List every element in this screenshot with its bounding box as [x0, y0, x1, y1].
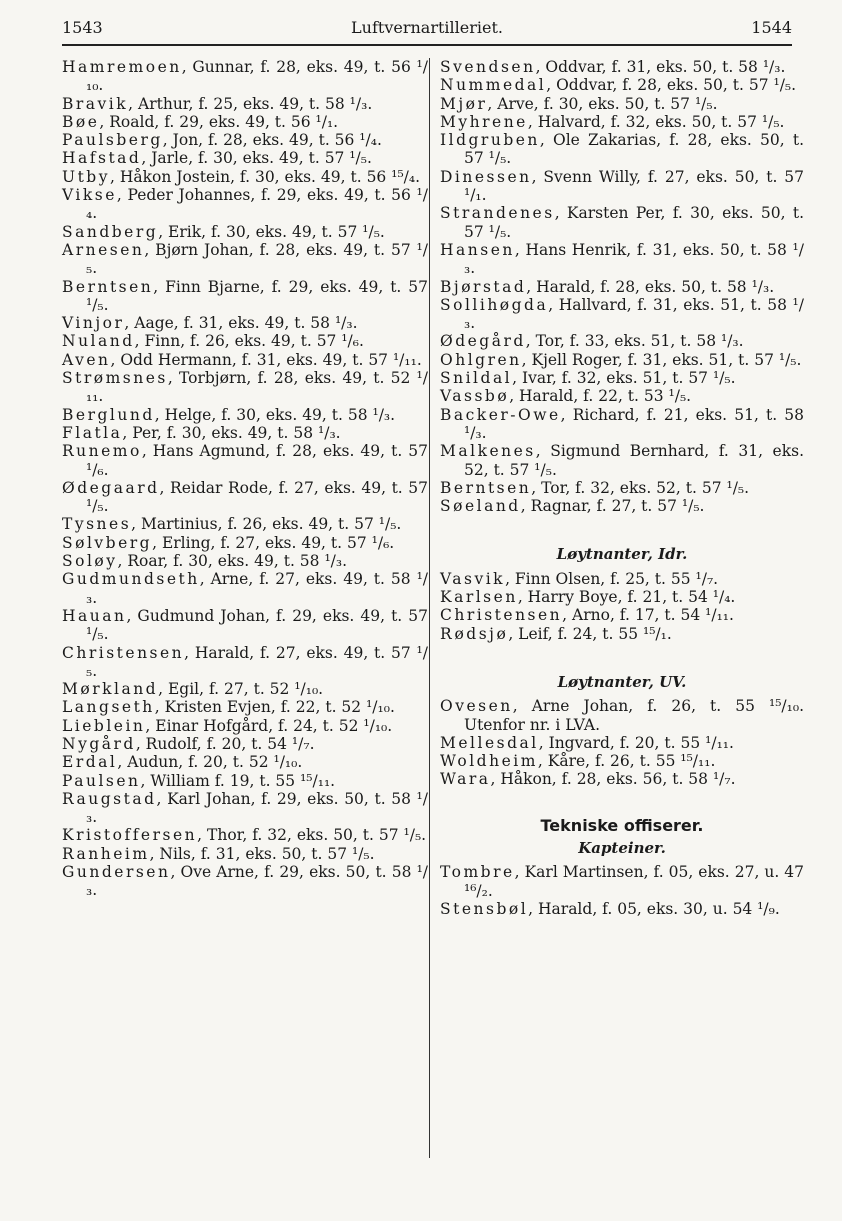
roster-entry — [440, 606, 804, 624]
entry-details: , Harald, f. 05, eks. 30, u. 54 ¹/₉. — [528, 899, 780, 918]
entry-surname: Stensbøl — [440, 899, 529, 918]
roster-entry — [62, 241, 428, 278]
entry-surname: Bjørstad — [440, 277, 527, 296]
roster-entry — [440, 625, 804, 643]
entry-surname: Raugstad — [62, 789, 157, 808]
entry-surname: Malkenes — [440, 442, 536, 461]
entry-surname: Ildgruben — [440, 131, 540, 150]
section-heading-idr: Løytnanter, Idr. — [556, 545, 688, 564]
roster-entry — [62, 863, 428, 900]
roster-entry — [62, 332, 428, 350]
roster-entry — [440, 58, 804, 76]
entry-details: , Einar Hofgård, f. 24, t. 52 ¹/₁₀. — [145, 716, 393, 735]
entry-surname: Søeland — [440, 497, 521, 516]
roster-entry — [62, 644, 428, 681]
roster-entry — [62, 95, 428, 113]
roster-entry — [440, 332, 804, 350]
entry-details: , Halvard, f. 32, eks. 50, t. 57 ¹/₅. — [527, 112, 785, 131]
roster-entry — [440, 479, 804, 497]
entry-details: , Aage, f. 31, eks. 49, t. 58 ¹/₃. — [124, 314, 358, 333]
entry-surname: Vinjor — [62, 314, 125, 333]
entry-surname: Wara — [440, 770, 491, 789]
roster-entry — [440, 442, 804, 479]
entry-surname: Arnesen — [62, 240, 145, 259]
roster-entry — [62, 131, 428, 149]
entry-surname: Paulsen — [62, 771, 141, 790]
roster-entry — [62, 479, 428, 516]
entry-surname: Paulsberg — [62, 131, 163, 150]
entry-details: , Leif, f. 24, t. 55 ¹⁵/₁. — [508, 624, 672, 643]
column-divider — [429, 58, 430, 1158]
entry-details: , Håkon, f. 28, eks. 56, t. 58 ¹/₇. — [490, 770, 736, 789]
entry-surname: Berntsen — [62, 277, 154, 296]
entry-surname: Nummedal — [440, 76, 547, 95]
entry-surname: Woldheim — [440, 752, 538, 771]
entry-surname: Myhrene — [440, 112, 528, 131]
entry-details: , Arne Johan, f. 26, t. 55 ¹⁵/₁₀. Utenfor nr. i LVA. — [464, 697, 804, 734]
roster-entry — [440, 113, 804, 131]
entry-details: , Erik, f. 30, eks. 49, t. 57 ¹/₅. — [158, 222, 385, 241]
roster-entry — [440, 131, 804, 168]
roster-entry — [62, 314, 428, 332]
entry-details: , Arve, f. 30, eks. 50, t. 57 ¹/₅. — [487, 94, 718, 113]
roster-entry — [62, 772, 428, 790]
page-header — [62, 18, 792, 44]
roster-entry — [440, 406, 804, 443]
entry-details: , Ivar, f. 32, eks. 51, t. 57 ¹/₅. — [512, 369, 736, 388]
entry-details: , Nils, f. 31, eks. 50, t. 57 ¹/₅. — [149, 844, 375, 863]
roster-entry — [62, 406, 428, 424]
entry-details: , Torbjørn, f. 28, eks. 49, t. 52 ¹/₁₁. — [86, 369, 428, 406]
running-title: Luftvernartilleriet. — [351, 18, 503, 37]
entry-surname: Ohlgren — [440, 350, 522, 369]
roster-entry — [62, 552, 428, 570]
roster-entry — [62, 58, 428, 95]
roster-entry — [440, 734, 804, 752]
entry-surname: Berntsen — [440, 478, 532, 497]
entry-surname: Utby — [62, 167, 110, 186]
entry-details: , Martinius, f. 26, eks. 49, t. 57 ¹/₅. — [131, 515, 402, 534]
roster-entry — [62, 186, 428, 223]
entry-details: , Sigmund Bernhard, f. 31, eks. 52, t. 57 ¹/₅. — [464, 442, 804, 479]
entry-surname: Backer-Owe — [440, 405, 561, 424]
page-number-left: 1543 — [62, 18, 103, 37]
entry-details: , Finn, f. 26, eks. 49, t. 57 ¹/₆. — [134, 332, 364, 351]
entry-details: , Tor, f. 33, eks. 51, t. 58 ¹/₃. — [525, 332, 744, 351]
entry-surname: Christensen — [62, 643, 185, 662]
entry-details: , Roald, f. 29, eks. 49, t. 56 ¹/₁. — [99, 112, 339, 131]
header-rule — [62, 44, 792, 46]
roster-entry — [62, 424, 428, 442]
entry-surname: Sandberg — [62, 222, 159, 241]
entry-surname: Rødsjø — [440, 624, 509, 643]
entry-details: , Reidar Rode, f. 27, eks. 49, t. 57 ¹/₅. — [86, 478, 428, 516]
entry-surname: Berglund — [62, 405, 155, 424]
entry-surname: Vassbø — [440, 387, 510, 406]
roster-entry — [440, 752, 804, 770]
entry-details: , Ingvard, f. 20, t. 55 ¹/₁₁. — [538, 733, 734, 752]
roster-entry — [62, 753, 428, 771]
roster-entry — [440, 900, 804, 918]
entry-details: , Karl Johan, f. 29, eks. 50, t. 58 ¹/₃. — [86, 789, 428, 827]
entry-surname: Christensen — [440, 606, 563, 625]
entry-details: , Harry Boye, f. 21, t. 54 ¹/₄. — [517, 588, 736, 607]
entry-surname: Ødegård — [440, 332, 526, 351]
entry-details: , Karsten Per, f. 30, eks. 50, t. 57 ¹/₅. — [464, 204, 804, 241]
entry-surname: Tysnes — [62, 515, 132, 534]
entry-surname: Hafstad — [62, 149, 142, 168]
entry-details: , Hans Henrik, f. 31, eks. 50, t. 58 ¹/₃. — [464, 240, 804, 278]
roster-entry — [440, 278, 804, 296]
entry-details: , Rudolf, f. 20, t. 54 ¹/₇. — [135, 734, 315, 753]
entry-surname: Mørkland — [62, 680, 159, 699]
section-heading-tekniske: Tekniske offiserer. — [540, 815, 704, 835]
roster-entry — [62, 149, 428, 167]
roster-entry — [62, 570, 428, 607]
entry-surname: Aven — [62, 350, 111, 369]
section-idr-entries — [440, 570, 804, 643]
roster-entry — [440, 770, 804, 788]
entry-details: , Jon, f. 28, eks. 49, t. 56 ¹/₄. — [162, 131, 382, 150]
entry-surname: Gudmundseth — [62, 570, 200, 589]
roster-entry — [62, 113, 428, 131]
entry-surname: Hansen — [440, 240, 515, 259]
entry-details: , Per, f. 30, eks. 49, t. 58 ¹/₃. — [122, 423, 341, 442]
entry-details: , Roar, f. 30, eks. 49, t. 58 ¹/₃. — [117, 552, 348, 571]
roster-entry — [62, 534, 428, 552]
entry-surname: Nuland — [62, 332, 135, 351]
roster-entry — [62, 442, 428, 479]
entry-surname: Strømsnes — [62, 369, 168, 388]
roster-entry — [62, 607, 428, 644]
roster-entry — [440, 588, 804, 606]
entry-surname: Mjør — [440, 94, 488, 113]
entry-details: , Bjørn Johan, f. 28, eks. 49, t. 57 ¹/₅. — [86, 240, 428, 278]
entry-surname: Svendsen — [440, 58, 536, 76]
entry-details: , Richard, f. 21, eks. 51, t. 58 ¹/₃. — [464, 405, 804, 442]
section-tek-entries — [440, 863, 804, 918]
subheading-kapteiner: Kapteiner. — [578, 838, 666, 857]
entry-surname: Nygård — [62, 734, 136, 753]
entry-surname: Soløy — [62, 552, 118, 571]
roster-entry — [440, 168, 804, 205]
entry-details: , Gunnar, f. 28, eks. 49, t. 56 ¹/₁₀. — [86, 58, 428, 95]
entry-surname: Ovesen — [440, 697, 513, 716]
entry-details: , Thor, f. 32, eks. 50, t. 57 ¹/₅. — [197, 826, 427, 845]
entry-details: , Erling, f. 27, eks. 49, t. 57 ¹/₆. — [152, 533, 395, 552]
entry-details: , Arne, f. 27, eks. 49, t. 58 ¹/₃. — [86, 570, 428, 607]
entry-details: , Gudmund Johan, f. 29, eks. 49, t. 57 ¹/₅. — [86, 606, 428, 644]
entry-details: , Oddvar, f. 31, eks. 50, t. 58 ¹/₃. — [535, 58, 786, 76]
roster-entry — [62, 680, 428, 698]
roster-entry — [440, 241, 804, 278]
entry-surname: Ødegaard — [62, 478, 160, 497]
entry-details: , Peder Johannes, f. 29, eks. 49, t. 56 ¹/₄. — [86, 186, 428, 223]
entry-surname: Erdal — [62, 753, 118, 772]
roster-entry — [62, 515, 428, 533]
roster-entry — [62, 826, 428, 844]
roster-entry — [62, 223, 428, 241]
entry-details: , Kristen Evjen, f. 22, t. 52 ¹/₁₀. — [154, 698, 395, 717]
entry-surname: Gundersen — [62, 863, 171, 882]
entry-surname: Snildal — [440, 369, 513, 388]
entry-surname: Flatla — [62, 423, 123, 442]
entry-details: , Finn Olsen, f. 25, t. 55 ¹/₇. — [505, 569, 719, 588]
roster-entry — [440, 369, 804, 387]
section-uv-entries — [440, 697, 804, 788]
right-column-entries — [440, 58, 804, 515]
entry-details: , Hallvard, f. 31, eks. 51, t. 58 ¹/₃. — [464, 295, 804, 333]
entry-surname: Runemo — [62, 442, 142, 461]
entry-surname: Kristoffersen — [62, 826, 198, 845]
roster-entry — [440, 497, 804, 515]
entry-details: , Ole Zakarias, f. 28, eks. 50, t. 57 ¹/₅. — [464, 131, 804, 168]
roster-entry — [440, 570, 804, 588]
roster-entry — [62, 351, 428, 369]
roster-entry — [62, 369, 428, 406]
roster-entry — [440, 95, 804, 113]
roster-entry — [440, 863, 804, 900]
roster-entry — [440, 387, 804, 405]
entry-details: , Arno, f. 17, t. 54 ¹/₁₁. — [562, 606, 734, 625]
entry-surname: Dinessen — [440, 167, 532, 186]
roster-entry — [440, 204, 804, 241]
entry-details: , Arthur, f. 25, eks. 49, t. 58 ¹/₃. — [128, 94, 373, 113]
roster-entry — [62, 168, 428, 186]
entry-surname: Vikse — [62, 186, 117, 205]
entry-surname: Mellesdal — [440, 733, 539, 752]
entry-surname: Karlsen — [440, 588, 518, 607]
entry-surname: Langseth — [62, 698, 155, 717]
entry-details: , Harald, f. 28, eks. 50, t. 58 ¹/₃. — [526, 277, 775, 296]
entry-details: , Audun, f. 20, t. 52 ¹/₁₀. — [117, 753, 303, 772]
roster-entry — [440, 296, 804, 333]
right-column — [440, 58, 804, 918]
entry-details: , William f. 19, t. 55 ¹⁵/₁₁. — [140, 771, 336, 790]
roster-entry — [440, 697, 804, 734]
entry-details: , Harald, f. 22, t. 53 ¹/₅. — [509, 387, 692, 406]
page-number-right: 1544 — [751, 18, 792, 37]
roster-entry — [62, 278, 428, 315]
roster-entry — [62, 845, 428, 863]
entry-surname: Lieblein — [62, 716, 146, 735]
entry-details: , Kjell Roger, f. 31, eks. 51, t. 57 ¹/₅. — [521, 350, 802, 369]
entry-details: , Ove Arne, f. 29, eks. 50, t. 58 ¹/₃. — [86, 863, 428, 900]
entry-details: , Tor, f. 32, eks. 52, t. 57 ¹/₅. — [531, 478, 750, 497]
entry-surname: Hamremoen — [62, 58, 182, 76]
entry-details: , Ragnar, f. 27, t. 57 ¹/₅. — [520, 497, 705, 516]
entry-surname: Bøe — [62, 112, 100, 131]
entry-surname: Sollihøgda — [440, 295, 549, 314]
entry-surname: Tombre — [440, 863, 515, 882]
roster-entry — [62, 717, 428, 735]
entry-details: , Odd Hermann, f. 31, eks. 49, t. 57 ¹/₁₁. — [110, 350, 422, 369]
entry-details: , Finn Bjarne, f. 29, eks. 49, t. 57 ¹/₅. — [86, 277, 428, 314]
entry-details: , Kåre, f. 26, t. 55 ¹⁵/₁₁. — [537, 752, 716, 771]
roster-entry — [440, 351, 804, 369]
entry-surname: Ranheim — [62, 844, 150, 863]
section-heading-uv: Løytnanter, UV. — [557, 672, 687, 691]
entry-details: , Karl Martinsen, f. 05, eks. 27, u. 47 ¹⁶/₂. — [464, 863, 804, 900]
roster-entry — [62, 698, 428, 716]
roster-entry — [62, 790, 428, 827]
entry-surname: Hauan — [62, 606, 127, 625]
entry-details: , Harald, f. 27, eks. 49, t. 57 ¹/₅. — [86, 643, 428, 680]
entry-details: , Svenn Willy, f. 27, eks. 50, t. 57 ¹/₁. — [464, 167, 804, 205]
roster-entry — [440, 76, 804, 94]
entry-surname: Strandenes — [440, 204, 555, 223]
entry-details: , Oddvar, f. 28, eks. 50, t. 57 ¹/₅. — [546, 76, 797, 95]
entry-details: , Egil, f. 27, t. 52 ¹/₁₀. — [158, 680, 324, 699]
entry-surname: Vasvik — [440, 569, 506, 588]
entry-details: , Jarle, f. 30, eks. 49, t. 57 ¹/₅. — [141, 149, 372, 168]
entry-details: , Håkon Jostein, f. 30, eks. 49, t. 56 ¹⁵/₄. — [109, 167, 421, 186]
roster-entry — [62, 735, 428, 753]
left-column — [62, 58, 428, 900]
entry-surname: Bravik — [62, 94, 129, 113]
entry-details: , Hans Agmund, f. 28, eks. 49, t. 57 ¹/₆. — [86, 442, 428, 479]
entry-details: , Helge, f. 30, eks. 49, t. 58 ¹/₃. — [154, 405, 396, 424]
entry-surname: Sølvberg — [62, 533, 153, 552]
